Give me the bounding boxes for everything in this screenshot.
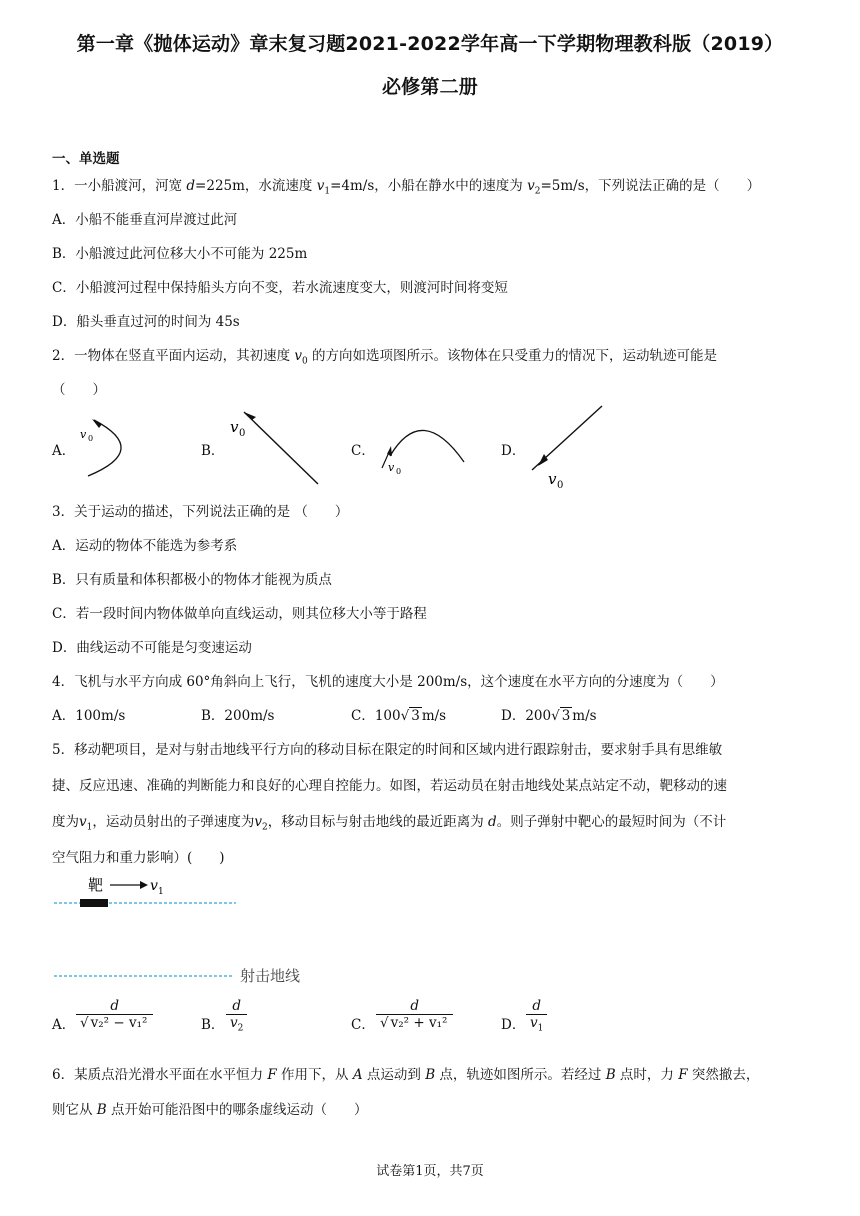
- question-3-option-d: D．曲线运动不可能是匀变速运动: [52, 640, 252, 656]
- svg-text:0: 0: [88, 434, 94, 443]
- target-velocity-label: v: [150, 878, 158, 894]
- question-4-option-a: A．100m/s: [52, 708, 126, 724]
- moving-target-figure: [52, 870, 332, 990]
- question-4-option-c: C．100√ 3 m/s: [351, 708, 447, 724]
- question-5-line2: 捷、反应迅速、准确的判断能力和良好的心理自控能力。如图，若运动员在射击地线处某点站定不动，靶移动的速: [52, 778, 727, 794]
- question-5-option-a: A．: [52, 1017, 76, 1033]
- firing-line-label: 射击地线: [240, 967, 301, 985]
- question-1-stem: 1．一小船渡河，河宽 d=225m，水流速度 $v_1=4m/s$，小船在静水中的速度为 $v_2=5m/s$，下列说法正确的是（ ）: [52, 178, 761, 197]
- question-5-option-a-formula: $\frac{d}{\text{√ v₂² − v₁²}}$: [76, 998, 153, 1031]
- question-2-stem: 2．一物体在竖直平面内运动，其初速度 $v_0$ 的方向如选项图所示。该物体在只受重力的情况下，运动轨迹可能是: [52, 348, 718, 367]
- question-5-option-c-formula: $\frac{d}{\text{√ v₂² + v₁²}}$: [376, 998, 453, 1031]
- question-1-option-c: C．小船渡河过程中保持船头方向不变，若水流速度变大，则渡河时间将变短: [52, 280, 508, 296]
- svg-text:0: 0: [239, 428, 246, 439]
- target-block: [80, 899, 108, 907]
- question-3-stem: 3．关于运动的描述，下列说法正确的是 （ ）: [52, 504, 349, 520]
- question-5-option-b-formula: $\frac{d}{v_2}$: [226, 998, 247, 1034]
- trajectory-figure-c: [372, 412, 472, 478]
- question-1-option-b: B．小船渡过此河位移大小不可能为 225m: [52, 246, 308, 262]
- svg-text:1: 1: [158, 887, 164, 897]
- question-2-option-b: B．: [201, 443, 225, 459]
- question-2-option-c: C．: [351, 443, 375, 459]
- question-3-option-b: B．只有质量和体积都极小的物体才能视为质点: [52, 572, 332, 588]
- svg-text:0: 0: [557, 480, 564, 490]
- trajectory-figure-d: [524, 404, 608, 490]
- question-3-option-c: C．若一段时间内物体做单向直线运动，则其位移大小等于路程: [52, 606, 427, 622]
- question-5-option-d: D．: [501, 1017, 526, 1033]
- question-1-option-a: A．小船不能垂直河岸渡过此河: [52, 212, 238, 228]
- v0-label-d: v: [548, 470, 557, 488]
- trajectory-figure-b: [226, 408, 326, 488]
- question-5-option-d-formula: $\frac{d}{v_1}$: [526, 998, 547, 1034]
- v0-label-b: v: [230, 418, 239, 436]
- section-heading: 一、单选题: [52, 151, 120, 167]
- question-2-option-d: D．: [501, 443, 526, 459]
- question-5-line4: 空气阻力和重力影响）( ): [52, 850, 225, 866]
- page-title-line1: 第一章《抛体运动》章末复习题2021-2022学年高一下学期物理教科版（2019）: [76, 33, 784, 55]
- question-4-option-d: D．200√ 3 m/s: [501, 708, 597, 724]
- target-label: 靶: [88, 876, 104, 894]
- svg-text:0: 0: [396, 467, 402, 476]
- question-1-option-d: D．船头垂直过河的时间为 45s: [52, 314, 240, 330]
- question-4-stem: 4．飞机与水平方向成 60°角斜向上飞行，飞机的速度大小是 200m/s，这个速度在水平方向的分速度为（ ）: [52, 674, 724, 690]
- trajectory-figure-a: [76, 410, 146, 482]
- page-footer: 试卷第1页，共7页: [376, 1164, 484, 1179]
- question-6-line1: 6．某质点沿光滑水平面在水平恒力 F 作用下，从 A 点运动到 B 点，轨迹如图所示。若经过 B 点时，力 F 突然撤去，: [52, 1067, 760, 1083]
- question-5-line1: 5．移动靶项目，是对与射击地线平行方向的移动目标在限定的时间和区域内进行跟踪射击，要求射手具有思维敏: [52, 742, 723, 758]
- question-3-option-a: A．运动的物体不能选为参考系: [52, 538, 238, 554]
- question-6-line2: 则它从 B 点开始可能沿图中的哪条虚线运动（ ）: [52, 1102, 368, 1118]
- question-2-option-a: A．: [52, 443, 76, 459]
- question-2-paren: （ ）: [52, 382, 106, 398]
- question-5-line3: 度为$v_1$，运动员射出的子弹速度为$v_2$，移动目标与射击地线的最近距离为 d。则子弹射中靶心的最短时间为（不计: [52, 814, 727, 833]
- v0-label-c: v: [388, 461, 395, 474]
- v0-label-a: v: [80, 428, 87, 441]
- question-5-option-b: B．: [201, 1017, 225, 1033]
- page-title-line2: 必修第二册: [381, 76, 478, 98]
- question-4-option-b: B．200m/s: [201, 708, 275, 724]
- question-5-option-c: C．: [351, 1017, 375, 1033]
